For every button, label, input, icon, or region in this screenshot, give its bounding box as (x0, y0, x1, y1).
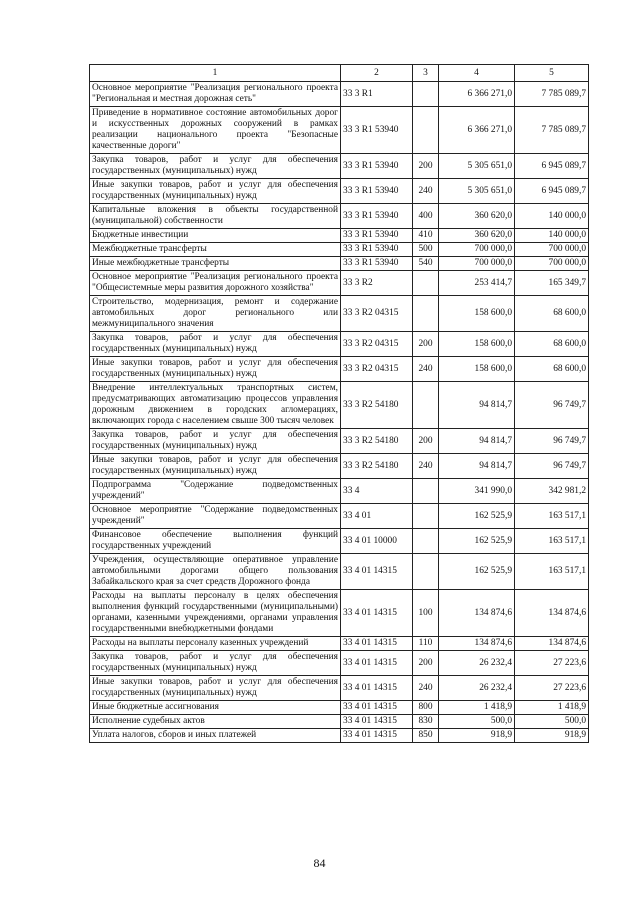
row-name-cell: Внедрение интеллектуальных транспортных систем, предусматривающих автоматизацию процессов управления дорожным движением в городских агломерациях, включающих города с населением свыше 300 тысяч человек (90, 382, 341, 429)
table-row (90, 382, 589, 429)
row-amount-year-2-cell: 700 000,0 (515, 257, 589, 271)
row-code-cell: 33 4 01 14315 (341, 729, 413, 743)
row-amount-year-2-cell: 134 874,6 (515, 590, 589, 637)
row-amount-year-2-cell: 27 223,6 (515, 651, 589, 676)
row-amount-year-1-cell: 341 990,0 (439, 479, 515, 504)
row-amount-year-2-cell: 140 000,0 (515, 204, 589, 229)
row-expense-type-cell: 200 (413, 429, 439, 454)
row-amount-year-1-cell: 26 232,4 (439, 651, 515, 676)
row-amount-year-2-cell: 7 785 089,7 (515, 82, 589, 107)
row-amount-year-1-cell: 360 620,0 (439, 229, 515, 243)
row-code-cell: 33 4 01 14315 (341, 701, 413, 715)
row-name-cell: Расходы на выплаты персоналу в целях обеспечения выполнения функций государственными (муниципальными) органами, казенными учреждениями, органами управления государственными внебюджетными фондами (90, 590, 341, 637)
row-amount-year-1-cell: 500,0 (439, 715, 515, 729)
row-code-cell: 33 3 R2 04315 (341, 357, 413, 382)
row-name-cell: Закупка товаров, работ и услуг для обеспечения государственных (муниципальных) нужд (90, 651, 341, 676)
row-code-cell: 33 3 R1 (341, 82, 413, 107)
row-name-cell: Закупка товаров, работ и услуг для обеспечения государственных (муниципальных) нужд (90, 154, 341, 179)
row-amount-year-1-cell: 6 366 271,0 (439, 107, 515, 154)
row-expense-type-cell: 240 (413, 454, 439, 479)
row-name-cell: Основное мероприятие "Содержание подведомственных учреждений" (90, 504, 341, 529)
row-name-cell: Подпрограмма "Содержание подведомственных учреждений" (90, 479, 341, 504)
header-cell-amount-year-2: 5 (515, 65, 589, 82)
row-name-cell: Основное мероприятие "Реализация регионального проекта "Общесистемные меры развития дорожного хозяйства" (90, 271, 341, 296)
row-code-cell: 33 4 01 14315 (341, 651, 413, 676)
row-expense-type-cell (413, 529, 439, 554)
row-amount-year-1-cell: 94 814,7 (439, 429, 515, 454)
row-name-cell: Основное мероприятие "Реализация регионального проекта "Региональная и местная дорожная сеть" (90, 82, 341, 107)
row-expense-type-cell: 830 (413, 715, 439, 729)
table-row (90, 729, 589, 743)
row-code-cell: 33 3 R2 04315 (341, 296, 413, 332)
row-expense-type-cell: 200 (413, 154, 439, 179)
row-code-cell: 33 3 R1 53940 (341, 243, 413, 257)
row-name-cell: Бюджетные инвестиции (90, 229, 341, 243)
table-row (90, 454, 589, 479)
table-row (90, 715, 589, 729)
table-row (90, 296, 589, 332)
row-expense-type-cell: 800 (413, 701, 439, 715)
row-code-cell: 33 4 01 14315 (341, 554, 413, 590)
header-row (90, 65, 589, 82)
header-cell-expense-type: 3 (413, 65, 439, 82)
table-row (90, 271, 589, 296)
row-code-cell: 33 3 R1 53940 (341, 107, 413, 154)
row-amount-year-1-cell: 158 600,0 (439, 332, 515, 357)
row-code-cell: 33 3 R2 04315 (341, 332, 413, 357)
row-expense-type-cell: 110 (413, 637, 439, 651)
row-expense-type-cell: 240 (413, 676, 439, 701)
row-name-cell: Иные бюджетные ассигнования (90, 701, 341, 715)
budget-table (89, 64, 589, 743)
row-amount-year-2-cell: 96 749,7 (515, 454, 589, 479)
row-amount-year-2-cell: 68 600,0 (515, 332, 589, 357)
row-amount-year-2-cell: 500,0 (515, 715, 589, 729)
row-name-cell: Уплата налогов, сборов и иных платежей (90, 729, 341, 743)
row-amount-year-1-cell: 134 874,6 (439, 590, 515, 637)
row-expense-type-cell (413, 271, 439, 296)
row-amount-year-2-cell: 27 223,6 (515, 676, 589, 701)
row-name-cell: Иные закупки товаров, работ и услуг для обеспечения государственных (муниципальных) нужд (90, 357, 341, 382)
row-name-cell: Иные закупки товаров, работ и услуг для обеспечения государственных (муниципальных) нужд (90, 179, 341, 204)
row-expense-type-cell: 850 (413, 729, 439, 743)
row-amount-year-1-cell: 700 000,0 (439, 243, 515, 257)
row-code-cell: 33 4 01 14315 (341, 637, 413, 651)
row-amount-year-2-cell: 163 517,1 (515, 504, 589, 529)
table-row (90, 676, 589, 701)
row-name-cell: Иные закупки товаров, работ и услуг для обеспечения государственных (муниципальных) нужд (90, 676, 341, 701)
row-amount-year-2-cell: 134 874,6 (515, 637, 589, 651)
row-code-cell: 33 4 01 (341, 504, 413, 529)
row-amount-year-2-cell: 163 517,1 (515, 554, 589, 590)
header-cell-code: 2 (341, 65, 413, 82)
row-amount-year-1-cell: 158 600,0 (439, 296, 515, 332)
table-row (90, 179, 589, 204)
row-amount-year-2-cell: 6 945 089,7 (515, 179, 589, 204)
row-name-cell: Исполнение судебных актов (90, 715, 341, 729)
header-cell-amount-year-1: 4 (439, 65, 515, 82)
row-expense-type-cell: 410 (413, 229, 439, 243)
row-code-cell: 33 3 R1 53940 (341, 204, 413, 229)
row-expense-type-cell: 200 (413, 651, 439, 676)
row-code-cell: 33 3 R2 (341, 271, 413, 296)
row-expense-type-cell (413, 504, 439, 529)
row-amount-year-2-cell: 165 349,7 (515, 271, 589, 296)
header-cell-name: 1 (90, 65, 341, 82)
table-row (90, 204, 589, 229)
row-name-cell: Закупка товаров, работ и услуг для обеспечения государственных (муниципальных) нужд (90, 429, 341, 454)
row-amount-year-1-cell: 26 232,4 (439, 676, 515, 701)
row-expense-type-cell (413, 107, 439, 154)
row-amount-year-1-cell: 918,9 (439, 729, 515, 743)
row-expense-type-cell (413, 82, 439, 107)
table-row (90, 701, 589, 715)
row-amount-year-1-cell: 253 414,7 (439, 271, 515, 296)
row-code-cell: 33 3 R1 53940 (341, 257, 413, 271)
table-header (90, 65, 589, 82)
row-amount-year-2-cell: 96 749,7 (515, 429, 589, 454)
row-amount-year-2-cell: 163 517,1 (515, 529, 589, 554)
table-row (90, 357, 589, 382)
page-number: 84 (313, 856, 326, 870)
row-amount-year-2-cell: 342 981,2 (515, 479, 589, 504)
row-amount-year-2-cell: 918,9 (515, 729, 589, 743)
row-code-cell: 33 3 R1 53940 (341, 154, 413, 179)
table-row (90, 107, 589, 154)
row-code-cell: 33 4 01 10000 (341, 529, 413, 554)
row-expense-type-cell: 240 (413, 179, 439, 204)
row-code-cell: 33 4 01 14315 (341, 715, 413, 729)
row-amount-year-1-cell: 162 525,9 (439, 529, 515, 554)
row-amount-year-1-cell: 134 874,6 (439, 637, 515, 651)
row-amount-year-2-cell: 6 945 089,7 (515, 154, 589, 179)
row-amount-year-2-cell: 96 749,7 (515, 382, 589, 429)
table-row (90, 651, 589, 676)
row-name-cell: Межбюджетные трансферты (90, 243, 341, 257)
row-code-cell: 33 4 (341, 479, 413, 504)
row-amount-year-1-cell: 162 525,9 (439, 504, 515, 529)
row-expense-type-cell (413, 382, 439, 429)
row-name-cell: Расходы на выплаты персоналу казенных учреждений (90, 637, 341, 651)
row-amount-year-2-cell: 7 785 089,7 (515, 107, 589, 154)
row-name-cell: Капитальные вложения в объекты государственной (муниципальной) собственности (90, 204, 341, 229)
row-code-cell: 33 3 R1 53940 (341, 179, 413, 204)
row-name-cell: Приведение в нормативное состояние автомобильных дорог и искусственных дорожных сооружений в рамках реализации национального проекта "Безопасные качественные дороги" (90, 107, 341, 154)
row-code-cell: 33 3 R2 54180 (341, 454, 413, 479)
row-amount-year-1-cell: 6 366 271,0 (439, 82, 515, 107)
row-code-cell: 33 3 R2 54180 (341, 429, 413, 454)
table-row (90, 529, 589, 554)
row-name-cell: Строительство, модернизация, ремонт и содержание автомобильных дорог регионального или межмуниципального значения (90, 296, 341, 332)
row-amount-year-2-cell: 140 000,0 (515, 229, 589, 243)
row-expense-type-cell: 100 (413, 590, 439, 637)
table-body (90, 82, 589, 743)
row-amount-year-1-cell: 158 600,0 (439, 357, 515, 382)
row-amount-year-1-cell: 162 525,9 (439, 554, 515, 590)
row-amount-year-1-cell: 94 814,7 (439, 382, 515, 429)
row-amount-year-1-cell: 94 814,7 (439, 454, 515, 479)
row-name-cell: Закупка товаров, работ и услуг для обеспечения государственных (муниципальных) нужд (90, 332, 341, 357)
row-amount-year-2-cell: 700 000,0 (515, 243, 589, 257)
row-expense-type-cell: 200 (413, 332, 439, 357)
table-row (90, 479, 589, 504)
row-name-cell: Иные межбюджетные трансферты (90, 257, 341, 271)
row-expense-type-cell: 500 (413, 243, 439, 257)
row-name-cell: Учреждения, осуществляющие оперативное управление автомобильными дорогами общего пользования Забайкальского края за счет средств Дорожного фонда (90, 554, 341, 590)
table-row (90, 504, 589, 529)
row-expense-type-cell: 240 (413, 357, 439, 382)
row-amount-year-2-cell: 68 600,0 (515, 296, 589, 332)
row-amount-year-1-cell: 700 000,0 (439, 257, 515, 271)
table-row (90, 154, 589, 179)
row-amount-year-1-cell: 1 418,9 (439, 701, 515, 715)
row-amount-year-2-cell: 68 600,0 (515, 357, 589, 382)
table-row (90, 590, 589, 637)
row-code-cell: 33 3 R2 54180 (341, 382, 413, 429)
row-expense-type-cell (413, 554, 439, 590)
table-row (90, 429, 589, 454)
row-expense-type-cell (413, 296, 439, 332)
table-row (90, 332, 589, 357)
row-amount-year-2-cell: 1 418,9 (515, 701, 589, 715)
row-code-cell: 33 3 R1 53940 (341, 229, 413, 243)
row-code-cell: 33 4 01 14315 (341, 676, 413, 701)
table-row (90, 243, 589, 257)
table-row (90, 257, 589, 271)
row-name-cell: Иные закупки товаров, работ и услуг для обеспечения государственных (муниципальных) нужд (90, 454, 341, 479)
row-expense-type-cell: 540 (413, 257, 439, 271)
row-expense-type-cell (413, 479, 439, 504)
row-name-cell: Финансовое обеспечение выполнения функций государственных учреждений (90, 529, 341, 554)
table-row (90, 82, 589, 107)
row-amount-year-1-cell: 5 305 651,0 (439, 154, 515, 179)
table-row (90, 637, 589, 651)
table-row (90, 554, 589, 590)
row-amount-year-1-cell: 360 620,0 (439, 204, 515, 229)
row-amount-year-1-cell: 5 305 651,0 (439, 179, 515, 204)
table-row (90, 229, 589, 243)
row-code-cell: 33 4 01 14315 (341, 590, 413, 637)
row-expense-type-cell: 400 (413, 204, 439, 229)
